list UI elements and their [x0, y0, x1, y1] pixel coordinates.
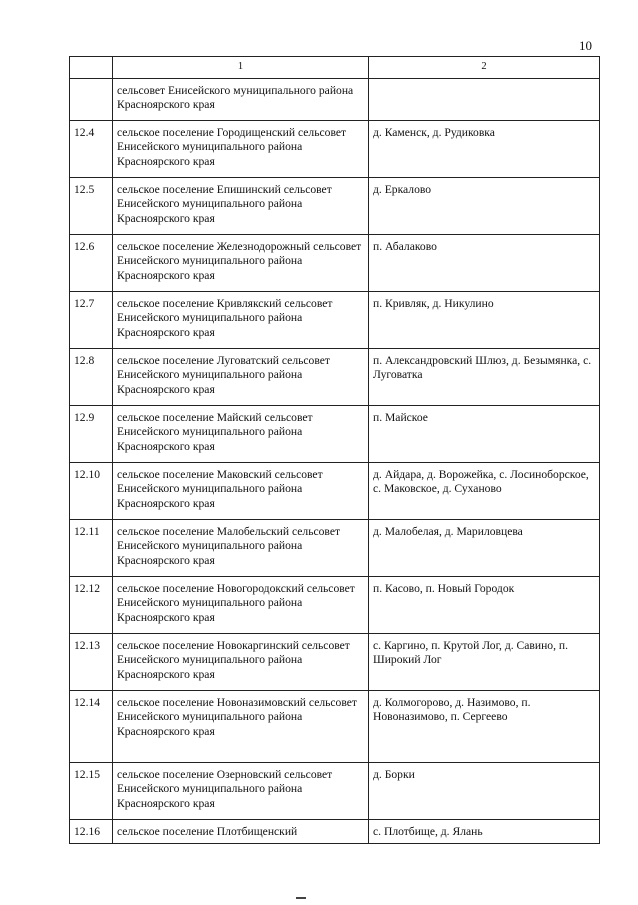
table-row [70, 462, 600, 519]
table-row [70, 78, 600, 120]
localities: д. Айдара, д. Ворожейка, с. Лосиноборское, с. Маковское, д. Суханово [369, 462, 600, 519]
localities: с. Каргино, п. Крутой Лог, д. Савино, п. Широкий Лог [369, 633, 600, 690]
table-row [70, 291, 600, 348]
bottom-mark [296, 897, 306, 899]
settlement-name: сельское поселение Маковский сельсовет Енисейского муниципального района Красноярского края [113, 462, 369, 519]
table-row [70, 519, 600, 576]
row-number: 12.15 [70, 762, 113, 819]
table-row [70, 120, 600, 177]
settlement-name: сельское поселение Железнодорожный сельсовет Енисейского муниципального района Красноярского края [113, 234, 369, 291]
row-number: 12.5 [70, 177, 113, 234]
localities: с. Плотбище, д. Ялань [369, 819, 600, 844]
settlements-table [69, 56, 600, 844]
settlement-name: сельское поселение Городищенский сельсовет Енисейского муниципального района Красноярского края [113, 120, 369, 177]
localities: д. Борки [369, 762, 600, 819]
settlement-name: сельское поселение Плотбищенский [113, 819, 369, 844]
table-row [70, 690, 600, 762]
settlement-name: сельское поселение Кривлякский сельсовет Енисейского муниципального района Красноярского края [113, 291, 369, 348]
header-cell-2: 2 [369, 57, 600, 79]
settlement-name: сельское поселение Новогородокский сельсовет Енисейского муниципального района Красноярского края [113, 576, 369, 633]
row-number: 12.10 [70, 462, 113, 519]
header-cell-1: 1 [113, 57, 369, 79]
table-row [70, 348, 600, 405]
row-number: 12.12 [70, 576, 113, 633]
table-row [70, 819, 600, 844]
table-row [70, 234, 600, 291]
settlement-name: сельское поселение Малобельский сельсовет Енисейского муниципального района Красноярского края [113, 519, 369, 576]
row-number: 12.13 [70, 633, 113, 690]
row-number: 12.14 [70, 690, 113, 762]
settlement-name: сельское поселение Луговатский сельсовет Енисейского муниципального района Красноярского края [113, 348, 369, 405]
localities: д. Малобелая, д. Мариловцева [369, 519, 600, 576]
table-row [70, 405, 600, 462]
row-number: 12.9 [70, 405, 113, 462]
row-number [70, 78, 113, 120]
localities: д. Еркалово [369, 177, 600, 234]
settlement-name: сельсовет Енисейского муниципального района Красноярского края [113, 78, 369, 120]
settlement-name: сельское поселение Новокаргинский сельсовет Енисейского муниципального района Красноярского края [113, 633, 369, 690]
row-number: 12.8 [70, 348, 113, 405]
localities: п. Александровский Шлюз, д. Безымянка, с. Луговатка [369, 348, 600, 405]
localities: п. Абалаково [369, 234, 600, 291]
settlement-name: сельское поселение Майский сельсовет Енисейского муниципального района Красноярского края [113, 405, 369, 462]
row-number: 12.6 [70, 234, 113, 291]
row-number: 12.7 [70, 291, 113, 348]
row-number: 12.11 [70, 519, 113, 576]
localities: д. Колмогорово, д. Назимово, п. Новоназимово, п. Сергеево [369, 690, 600, 762]
header-cell-number [70, 57, 113, 79]
table-row [70, 762, 600, 819]
localities: п. Кривляк, д. Никулино [369, 291, 600, 348]
settlement-name: сельское поселение Новоназимовский сельсовет Енисейского муниципального района Красноярского края [113, 690, 369, 762]
localities [369, 78, 600, 120]
page-number: 10 [579, 38, 592, 53]
table-header-row [70, 57, 600, 79]
table-row [70, 633, 600, 690]
localities: п. Майское [369, 405, 600, 462]
table-row [70, 576, 600, 633]
localities: п. Касово, п. Новый Городок [369, 576, 600, 633]
row-number: 12.4 [70, 120, 113, 177]
row-number: 12.16 [70, 819, 113, 844]
settlement-name: сельское поселение Озерновский сельсовет Енисейского муниципального района Красноярского края [113, 762, 369, 819]
localities: д. Каменск, д. Рудиковка [369, 120, 600, 177]
table-row [70, 177, 600, 234]
settlement-name: сельское поселение Епишинский сельсовет Енисейского муниципального района Красноярского края [113, 177, 369, 234]
